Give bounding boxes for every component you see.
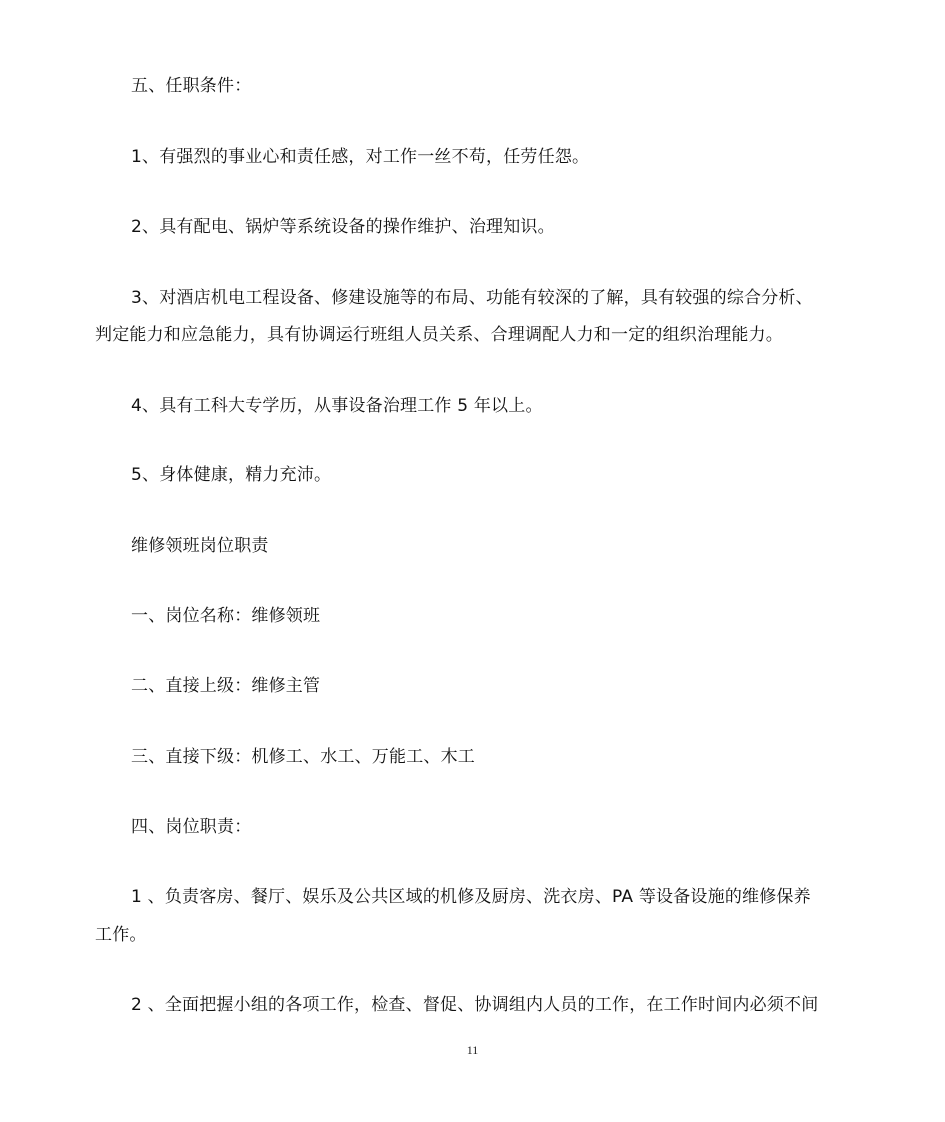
- paragraph-line: 1、有强烈的事业心和责任感，对工作一丝不苟，任劳任怨。: [131, 147, 590, 167]
- paragraph-line: 1 、负责客房、餐厅、娱乐及公共区域的机修及厨房、洗衣房、PA 等设备设施的维修保养: [131, 887, 811, 907]
- paragraph-line: 二、直接上级：维修主管: [131, 676, 321, 696]
- paragraph-line-continued: 判定能力和应急能力，具有协调运行班组人员关系、合理调配人力和一定的组织治理能力。: [95, 325, 783, 345]
- paragraph-line: 2 、全面把握小组的各项工作，检查、督促、协调组内人员的工作，在工作时间内必须不间: [131, 995, 819, 1015]
- paragraph-line-continued: 工作。: [95, 925, 147, 945]
- paragraph-line: 5、身体健康，精力充沛。: [131, 465, 332, 485]
- section-heading-duties: 四、岗位职责：: [131, 817, 252, 837]
- section-title-maintenance-foreman: 维修领班岗位职责: [131, 536, 269, 556]
- paragraph-line: 2、具有配电、锅炉等系统设备的操作维护、治理知识。: [131, 217, 555, 237]
- paragraph-line: 一、岗位名称：维修领班: [131, 606, 321, 626]
- paragraph-line: 4、具有工科大专学历，从事设备治理工作 5 年以上。: [131, 396, 543, 416]
- paragraph-line: 3、对酒店机电工程设备、修建设施等的布局、功能有较深的了解，具有较强的综合分析、: [131, 288, 813, 308]
- section-heading-qualifications: 五、任职条件：: [131, 76, 252, 96]
- paragraph-line: 三、直接下级：机修工、水工、万能工、木工: [131, 747, 475, 767]
- page-number: 11: [466, 1043, 479, 1057]
